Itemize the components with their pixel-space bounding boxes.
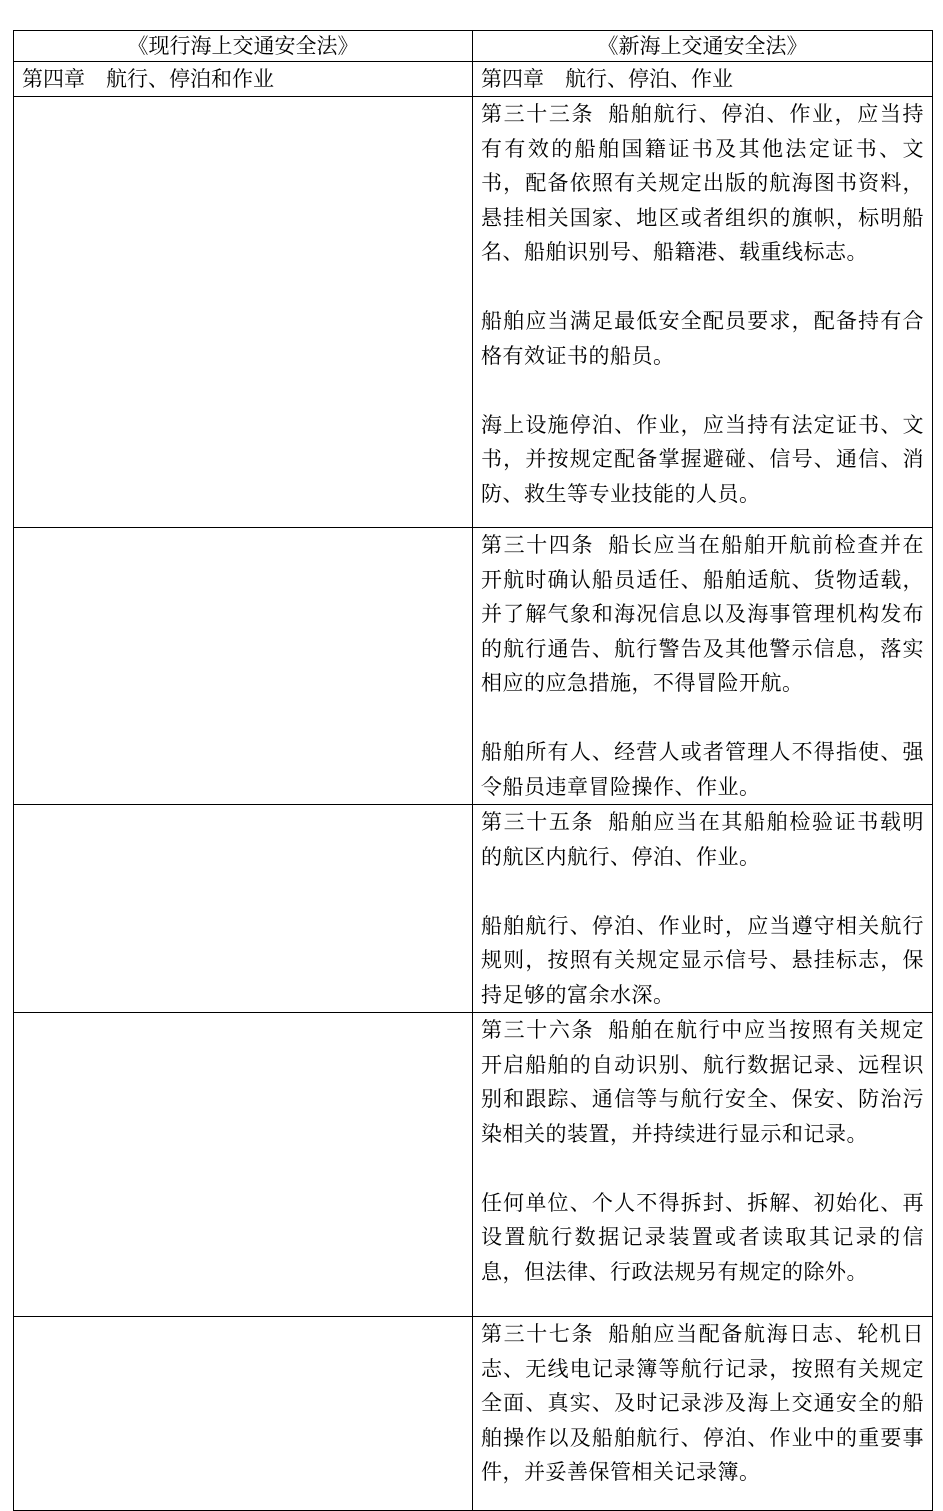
paragraph-text: 海上设施停泊、作业，应当持有法定证书、文书，并按规定配备掌握避碰、信号、通信、消防、救生等专业技能的人员。 — [481, 412, 924, 506]
article-number: 第三十四条 — [481, 533, 595, 557]
article-paragraph — [481, 97, 924, 270]
current-cell-empty — [14, 528, 473, 805]
paragraph-text: 船舶应当满足最低安全配员要求，配备持有合格有效证书的船员。 — [481, 309, 924, 368]
article-cell — [473, 805, 933, 1013]
article-paragraph — [481, 528, 924, 701]
current-cell-empty — [14, 97, 473, 528]
paragraph-text: 船舶在航行中应当按照有关规定开启船舶的自动识别、航行数据记录、远程识别和跟踪、通信等与航行安全、保安、防治污染相关的装置，并持续进行显示和记录。 — [481, 1018, 925, 1146]
paragraph-text: 船舶航行、停泊、作业，应当持有有效的船舶国籍证书及其他法定证书、文书，配备依照有关规定出版的航海图书资料，悬挂相关国家、地区或者组织的旗帜，标明船名、船舶识别号、船籍港、载重线标志。 — [481, 102, 925, 264]
paragraph-text: 任何单位、个人不得拆封、拆解、初始化、再设置航行数据记录装置或者读取其记录的信息，但法律、行政法规另有规定的除外。 — [481, 1190, 924, 1284]
article-paragraph — [481, 735, 924, 804]
article-paragraph — [481, 909, 924, 1013]
table-row — [14, 528, 933, 805]
chapter-new: 第四章 航行、停泊、作业 — [473, 62, 933, 97]
article-paragraph — [481, 1186, 924, 1290]
article-number: 第三十三条 — [481, 102, 595, 126]
header-new-law: 《新海上交通安全法》 — [473, 31, 933, 62]
article-paragraph — [481, 408, 924, 512]
article-paragraph — [481, 304, 924, 373]
header-row — [14, 31, 933, 62]
table-row — [14, 97, 933, 528]
law-comparison-table — [13, 30, 933, 1511]
article-number: 第三十五条 — [481, 810, 595, 834]
paragraph-text: 船舶所有人、经营人或者管理人不得指使、强令船员违章冒险操作、作业。 — [481, 740, 924, 799]
article-paragraph — [481, 1013, 924, 1151]
table-row — [14, 1317, 933, 1511]
paragraph-text: 船舶应当配备航海日志、轮机日志、无线电记录簿等航行记录，按照有关规定全面、真实、及时记录涉及海上交通安全的船舶操作以及船舶航行、停泊、作业中的重要事件，并妥善保管相关记录簿。 — [481, 1322, 925, 1484]
current-cell-empty — [14, 1317, 473, 1511]
paragraph-text: 船舶应当在其船舶检验证书载明的航区内航行、停泊、作业。 — [481, 810, 925, 869]
article-cell — [473, 528, 933, 805]
current-cell-empty — [14, 805, 473, 1013]
article-cell — [473, 1317, 933, 1511]
article-cell — [473, 1013, 933, 1317]
table-row — [14, 1013, 933, 1317]
table-row — [14, 805, 933, 1013]
current-cell-empty — [14, 1013, 473, 1317]
article-paragraph — [481, 805, 924, 874]
article-number: 第三十七条 — [481, 1322, 595, 1346]
article-number: 第三十六条 — [481, 1018, 595, 1042]
article-cell — [473, 97, 933, 528]
header-current-law: 《现行海上交通安全法》 — [14, 31, 473, 62]
article-paragraph — [481, 1317, 924, 1490]
paragraph-text: 船长应当在船舶开航前检查并在开航时确认船员适任、船舶适航、货物适载，并了解气象和海况信息以及海事管理机构发布的航行通告、航行警告及其他警示信息，落实相应的应急措施，不得冒险开航。 — [481, 533, 925, 695]
paragraph-text: 船舶航行、停泊、作业时，应当遵守相关航行规则，按照有关规定显示信号、悬挂标志，保持足够的富余水深。 — [481, 913, 924, 1007]
chapter-row — [14, 62, 933, 97]
chapter-current: 第四章 航行、停泊和作业 — [14, 62, 473, 97]
